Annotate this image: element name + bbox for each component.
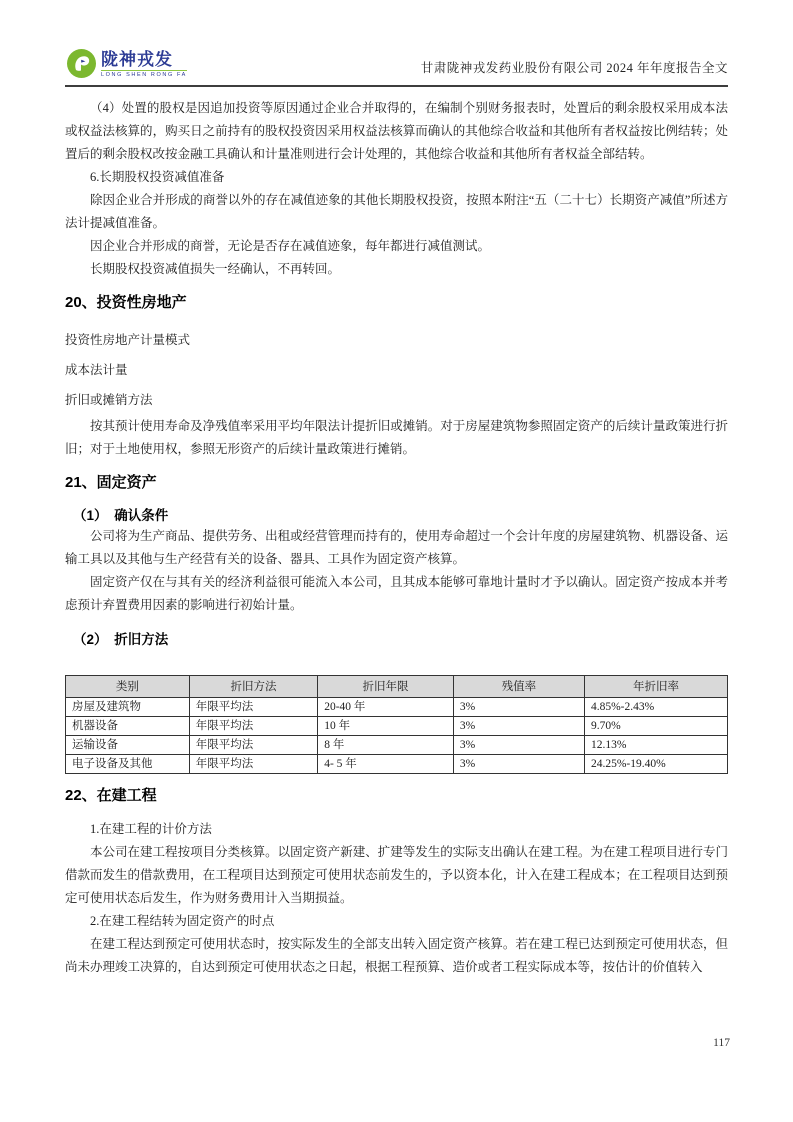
cell-years: 8 年 xyxy=(318,736,454,755)
investment-property-mode-label: 投资性房地产计量模式 xyxy=(65,333,191,347)
cell-category: 电子设备及其他 xyxy=(66,755,190,774)
section-21-sub2-heading: （2） 折旧方法 xyxy=(73,632,169,647)
cell-residual-rate: 3% xyxy=(453,698,584,717)
col-header-years: 折旧年限 xyxy=(318,676,454,698)
cell-residual-rate: 3% xyxy=(453,717,584,736)
section-22-heading: 22、在建工程 xyxy=(65,787,157,804)
cost-method-label: 成本法计量 xyxy=(65,363,128,377)
report-header-title: 甘肃陇神戎发药业股份有限公司 2024 年年度报告全文 xyxy=(420,61,728,75)
table-row xyxy=(66,698,728,717)
item6-para2: 因企业合并形成的商誉，无论是否存在减值迹象，每年都进行减值测试。 xyxy=(90,239,491,253)
section-21-heading: 21、固定资产 xyxy=(65,474,157,491)
page-number: 117 xyxy=(713,1037,730,1049)
cell-annual-rate: 12.13% xyxy=(584,736,727,755)
section-22-item2-title: 2.在建工程结转为固定资产的时点 xyxy=(90,914,275,928)
cell-years: 4- 5 年 xyxy=(318,755,454,774)
section-20-heading: 20、投资性房地产 xyxy=(65,294,187,311)
item6-title: 6.长期股权投资减值准备 xyxy=(90,170,225,184)
cell-method: 年限平均法 xyxy=(189,755,317,774)
table-row xyxy=(66,755,728,774)
cell-category: 房屋及建筑物 xyxy=(66,698,190,717)
section-22-item1-para: 本公司在建工程按项目分类核算。以固定资产新建、扩建等发生的实际支出确认在建工程。为在建工程项目进行专门借款而发生的借款费用，在工程项目达到预定可使用状态前发生的，予以资本化，计入在建工程成本；在工程项目达到预定可使用状态后发生，作为财务费用计入当期损益。 xyxy=(65,845,728,905)
table-row xyxy=(66,717,728,736)
table-row xyxy=(66,736,728,755)
cell-annual-rate: 9.70% xyxy=(584,717,727,736)
cell-annual-rate: 4.85%-2.43% xyxy=(584,698,727,717)
col-header-residual-rate: 残值率 xyxy=(453,676,584,698)
cell-annual-rate: 24.25%-19.40% xyxy=(584,755,727,774)
section-21-sub1-para1: 公司将为生产商品、提供劳务、出租或经营管理而持有的，使用寿命超过一个会计年度的房屋建筑物、机器设备、运输工具以及其他与生产经营有关的设备、器具、工具作为固定资产核算。 xyxy=(65,529,728,566)
document-body xyxy=(65,0,728,979)
cell-category: 运输设备 xyxy=(66,736,190,755)
cell-method: 年限平均法 xyxy=(189,717,317,736)
table-header-row xyxy=(66,676,728,698)
section-21-sub1-para2: 固定资产仅在与其有关的经济利益很可能流入本公司，且其成本能够可靠地计量时才予以确认。固定资产按成本并考虑预计弃置费用因素的影响进行初始计量。 xyxy=(65,575,728,612)
cell-years: 20-40 年 xyxy=(318,698,454,717)
cell-method: 年限平均法 xyxy=(189,736,317,755)
cell-method: 年限平均法 xyxy=(189,698,317,717)
col-header-category: 类别 xyxy=(66,676,190,698)
item6-para1: 除因企业合并形成的商誉以外的存在减值迹象的其他长期股权投资，按照本附注“五（二十七）长期资产减值”所述方法计提减值准备。 xyxy=(65,193,728,230)
cell-residual-rate: 3% xyxy=(453,736,584,755)
depreciation-method-label: 折旧或摊销方法 xyxy=(65,393,153,407)
depreciation-table xyxy=(65,675,728,774)
cell-category: 机器设备 xyxy=(66,717,190,736)
col-header-annual-rate: 年折旧率 xyxy=(584,676,727,698)
section-21-sub1-heading: （1） 确认条件 xyxy=(73,508,169,523)
section-22-item1-title: 1.在建工程的计价方法 xyxy=(90,822,212,836)
col-header-method: 折旧方法 xyxy=(189,676,317,698)
section-22-item2-para: 在建工程达到预定可使用状态时，按实际发生的全部支出转入固定资产核算。若在建工程已达到预定可使用状态，但尚未办理竣工决算的，自达到预定可使用状态之日起，根据工程预算、造价或者工程实际成本等，按估计的价值转入 xyxy=(65,937,728,974)
logo-brand-cn: 陇神戎发 xyxy=(101,50,173,69)
item6-para3: 长期股权投资减值损失一经确认，不再转回。 xyxy=(90,262,341,276)
section-20-measurement-lines xyxy=(65,325,728,415)
section-20-paragraph: 按其预计使用寿命及净残值率采用平均年限法计提折旧或摊销。对于房屋建筑物参照固定资产的后续计量政策进行折旧；对于土地使用权，参照无形资产的后续计量政策进行摊销。 xyxy=(65,419,728,456)
paragraph-disposal: （4）处置的股权是因追加投资等原因通过企业合并取得的，在编制个别财务报表时，处置后的剩余股权采用成本法或权益法核算的，购买日之前持有的股权投资因采用权益法核算而确认的其他综合收益和其他所有者权益按比例结转；处置后的剩余股权改按金融工具确认和计量准则进行会计处理的，其他综合收益和其他所有者权益全部结转。 xyxy=(65,101,728,161)
logo-brand-en: LONG SHEN RONG FA xyxy=(101,72,187,78)
cell-residual-rate: 3% xyxy=(453,755,584,774)
cell-years: 10 年 xyxy=(318,717,454,736)
